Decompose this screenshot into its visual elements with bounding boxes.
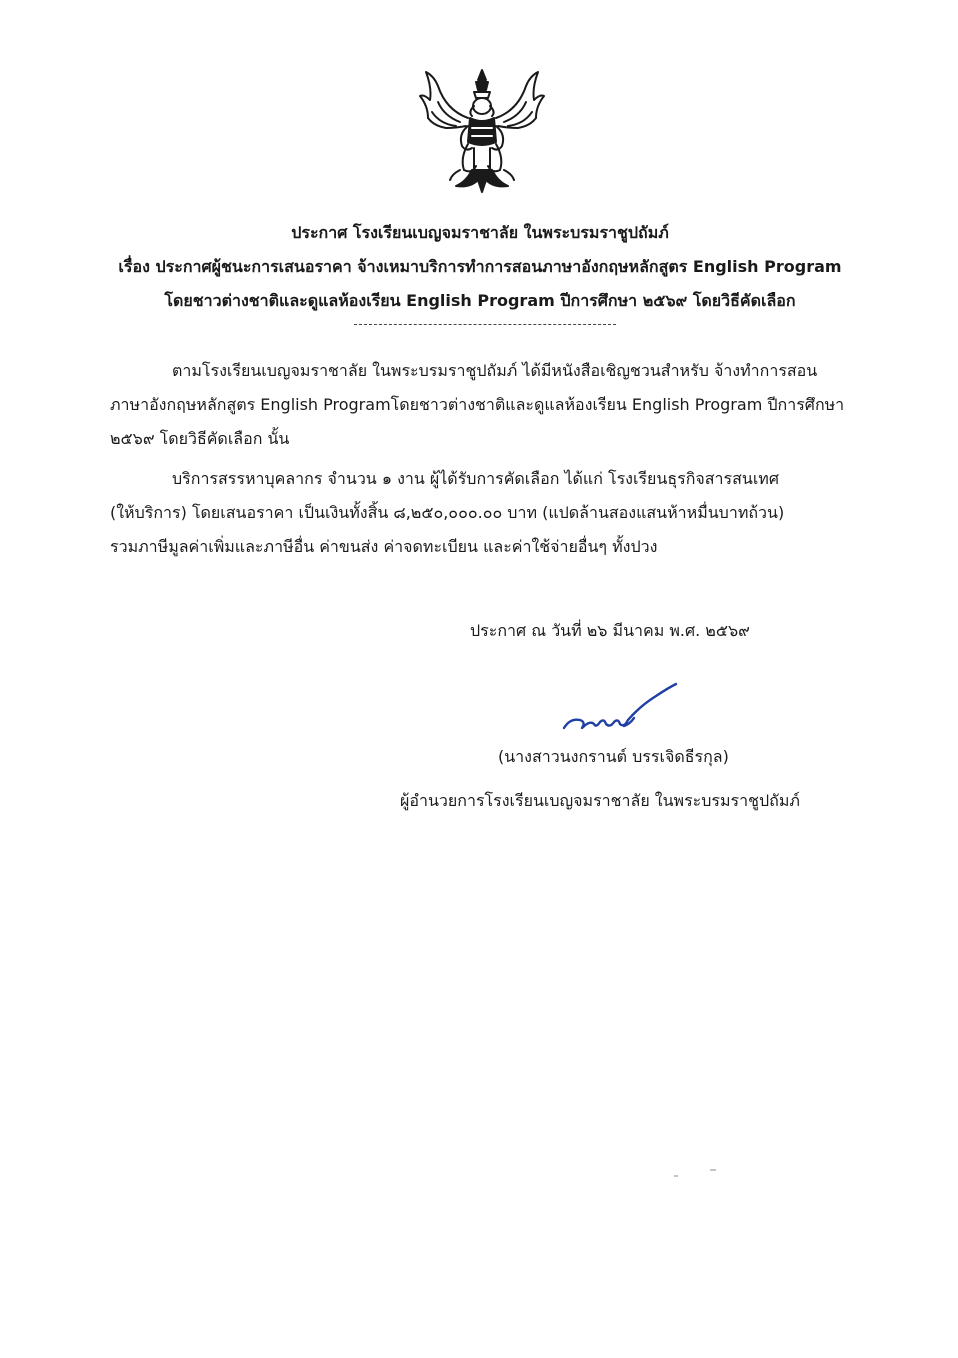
document-heading [90,216,870,318]
heading-divider [354,324,616,325]
garuda-emblem-icon [416,66,548,196]
paragraph-2-line-1: บริการสรรหาบุคลากร จำนวน ๑ งาน ผู้ได้รับการคัดเลือก ได้แก่ โรงเรียนธุรกิจสารสนเทศ [172,469,779,488]
announcement-date: ประกาศ ณ วันที่ ๒๖ มีนาคม พ.ศ. ๒๕๖๙ [470,621,750,640]
scan-speck-marks [670,1164,730,1184]
signer-position: ผู้อำนวยการโรงเรียนเบญจมราชาลัย ในพระบรมราชูปถัมภ์ [400,791,800,810]
paragraph-2-line-3: รวมภาษีมูลค่าเพิ่มและภาษีอื่น ค่าขนส่ง ค่าจดทะเบียน และค่าใช้จ่ายอื่นๆ ทั้งปวง [110,537,658,556]
paragraph-1-line-2: ภาษาอังกฤษหลักสูตร English Programโดยชาวต่างชาติและดูแลห้องเรียน English Program ปีการศึกษา [110,395,845,414]
body-paragraph-2 [110,462,862,564]
heading-line-1: ประกาศ โรงเรียนเบญจมราชาลัย ในพระบรมราชูปถัมภ์ [291,223,669,242]
handwritten-signature-icon [560,680,682,740]
signer-name: (นางสาวนงกรานต์ บรรเจิดธีรกุล) [498,747,729,766]
heading-line-3: โดยชาวต่างชาติและดูแลห้องเรียน English Program ปีการศึกษา ๒๕๖๙ โดยวิธีคัดเลือก [164,291,796,310]
paragraph-2-line-2: (ให้บริการ) โดยเสนอราคา เป็นเงินทั้งสิ้น ๘,๒๕๐,๐๐๐.๐๐ บาท (แปดล้านสองแสนห้าหมื่นบาทถ้วน) [110,503,785,522]
heading-line-2: เรื่อง ประกาศผู้ชนะการเสนอราคา จ้างเหมาบริการทำการสอนภาษาอังกฤษหลักสูตร English Program [118,257,842,276]
paragraph-1-line-3: ๒๕๖๙ โดยวิธีคัดเลือก นั้น [110,429,290,448]
body-paragraph-1 [110,354,862,456]
paragraph-1-line-1: ตามโรงเรียนเบญจมราชาลัย ในพระบรมราชูปถัมภ์ ได้มีหนังสือเชิญชวนสำหรับ จ้างทำการสอน [172,361,818,380]
